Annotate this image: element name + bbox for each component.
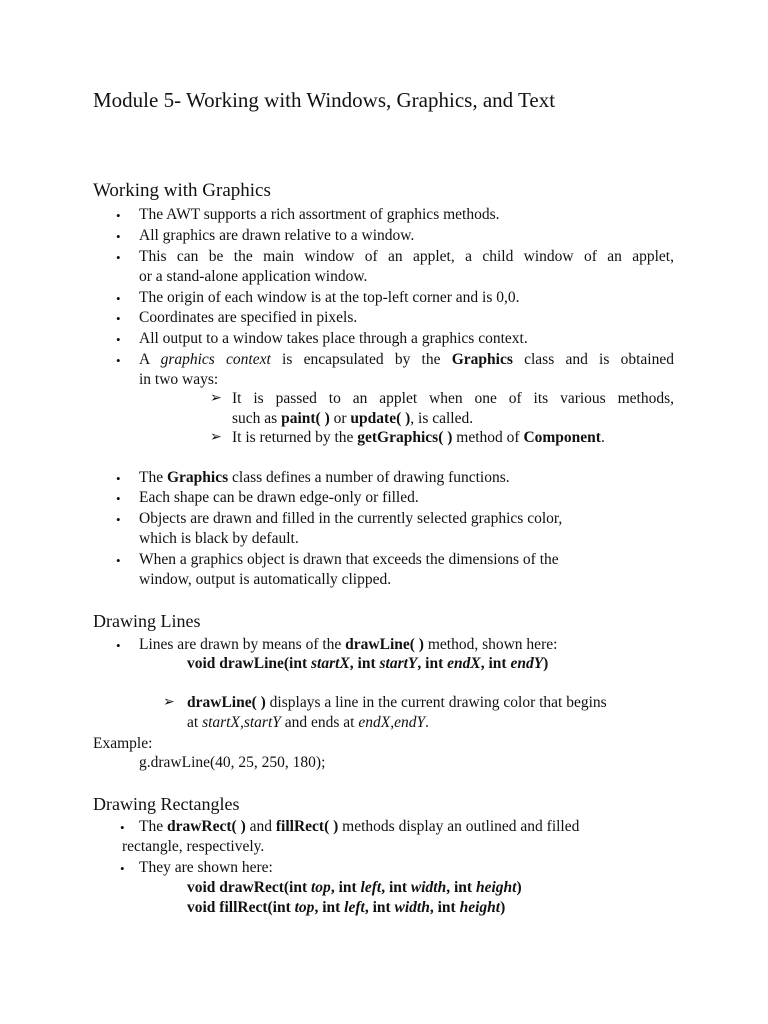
text-run: method of	[452, 429, 524, 446]
text-run: and	[245, 818, 276, 835]
text-run: graphics context	[160, 351, 271, 368]
text-run: endY	[510, 655, 544, 672]
sub-list-item: It is passed to an applet when one of its various methods,	[232, 390, 674, 407]
text-run: The	[139, 469, 167, 486]
text-run: width	[394, 899, 430, 916]
text-run: or	[329, 410, 351, 427]
bullet-icon: •	[116, 229, 121, 244]
bullet-icon: •	[116, 311, 121, 326]
arrow-bullet-icon: ➢	[210, 391, 222, 406]
bullet-icon: •	[116, 638, 121, 653]
text-run: It is returned by the	[232, 429, 358, 446]
text-run: drawLine( )	[187, 694, 266, 711]
bullet-icon: •	[116, 291, 121, 306]
text-run: such as	[232, 410, 282, 427]
text-run: update( )	[350, 410, 411, 427]
text-run: , int	[417, 655, 448, 672]
list-item: All output to a window takes place through a graphics context.	[139, 330, 528, 347]
text-run: startX	[311, 655, 350, 672]
text-run: A	[139, 351, 161, 368]
page-title: Module 5- Working with Windows, Graphics, and Text	[93, 88, 556, 112]
text-run: , int	[381, 879, 411, 896]
bullet-icon: •	[116, 353, 121, 368]
list-item	[139, 468, 510, 488]
section-heading-lines: Drawing Lines	[93, 611, 201, 631]
arrow-bullet-icon: ➢	[163, 695, 175, 710]
list-item: The origin of each window is at the top-left corner and is 0,0.	[139, 289, 520, 306]
bullet-icon: •	[116, 332, 121, 347]
example-label: Example:	[93, 735, 153, 752]
method-signature	[187, 898, 505, 918]
text-run: .	[425, 714, 429, 731]
text-run: endX,endY	[358, 714, 426, 731]
text-run: startX,startY	[202, 714, 281, 731]
bullet-icon: •	[116, 250, 121, 265]
bullet-icon: •	[116, 471, 121, 486]
list-item	[139, 350, 674, 370]
text-run: void fillRect(int	[187, 899, 295, 916]
text-run: )	[543, 655, 549, 672]
list-item-continuation: or a stand-alone application window.	[139, 268, 368, 285]
text-run: Graphics	[451, 351, 513, 368]
text-run: left	[344, 899, 365, 916]
text-run: Graphics	[166, 469, 229, 486]
text-run: .	[600, 429, 605, 446]
bullet-icon: •	[120, 820, 125, 835]
sub-list-item-continuation	[187, 713, 429, 733]
list-item: Objects are drawn and filled in the currently selected graphics color,	[139, 510, 563, 527]
text-run: , int	[446, 879, 476, 896]
text-run: The	[139, 818, 167, 835]
sub-list-item-continuation	[232, 409, 473, 429]
list-item: They are shown here:	[139, 859, 273, 876]
text-run: , int	[330, 879, 361, 896]
list-item	[139, 635, 557, 655]
text-run: , int	[314, 899, 345, 916]
list-item: Coordinates are specified in pixels.	[139, 309, 358, 326]
list-item-continuation: rectangle, respectively.	[122, 838, 265, 855]
text-run: fillRect( )	[275, 818, 339, 835]
text-run: getGraphics( )	[357, 429, 453, 446]
bullet-icon: •	[116, 208, 121, 223]
text-run: height	[475, 879, 517, 896]
text-run: , int	[349, 655, 380, 672]
text-run: and ends at	[280, 714, 359, 731]
bullet-icon: •	[120, 861, 125, 876]
text-run: top	[294, 899, 315, 916]
section-heading-rectangles: Drawing Rectangles	[93, 794, 240, 814]
text-run: paint( )	[281, 410, 330, 427]
method-signature	[187, 654, 548, 674]
text-run: methods display an outlined and filled	[338, 818, 580, 835]
list-item-continuation: window, output is automatically clipped.	[139, 571, 392, 588]
bullet-icon: •	[116, 512, 121, 527]
text-run: top	[311, 879, 331, 896]
list-item: When a graphics object is drawn that exceeds the dimensions of the	[139, 551, 559, 568]
example-code: g.drawLine(40, 25, 250, 180);	[139, 754, 326, 771]
text-run: , int	[480, 655, 511, 672]
text-run: endX	[447, 655, 481, 672]
list-item-continuation: which is black by default.	[139, 530, 299, 547]
text-run: startY	[379, 655, 418, 672]
text-run: left	[360, 879, 382, 896]
text-run: class and is obtained	[512, 351, 674, 368]
list-item	[139, 817, 579, 837]
text-run: width	[410, 879, 447, 896]
list-item: The AWT supports a rich assortment of graphics methods.	[139, 206, 500, 223]
text-run: void drawRect(int	[187, 879, 311, 896]
text-run: height	[459, 899, 501, 916]
method-signature	[187, 878, 522, 898]
text-run: is encapsulated by the	[270, 351, 452, 368]
text-run: Lines are drawn by means of the	[139, 636, 346, 653]
text-run: class defines a number of drawing functions.	[228, 469, 510, 486]
text-run: Component	[523, 429, 601, 446]
text-run: drawLine( )	[345, 636, 424, 653]
bullet-icon: •	[116, 553, 121, 568]
list-item: All graphics are drawn relative to a window.	[139, 227, 415, 244]
sub-list-item	[232, 428, 605, 448]
text-run: at	[187, 714, 203, 731]
list-item-continuation: in two ways:	[139, 371, 219, 388]
text-run: , int	[429, 899, 460, 916]
bullet-icon: •	[116, 491, 121, 506]
text-run: method, shown here:	[423, 636, 558, 653]
text-run: void drawLine(int	[187, 655, 312, 672]
text-run: displays a line in the current drawing color that begins	[265, 694, 607, 711]
list-item: This can be the main window of an applet, a child window of an applet,	[139, 248, 674, 265]
text-run: drawRect( )	[166, 818, 246, 835]
arrow-bullet-icon: ➢	[210, 430, 222, 445]
text-run: , int	[364, 899, 395, 916]
list-item: Each shape can be drawn edge-only or filled.	[139, 489, 419, 506]
text-run: , is called.	[410, 410, 474, 427]
text-run: )	[500, 899, 506, 916]
text-run: )	[516, 879, 522, 896]
section-heading-graphics: Working with Graphics	[93, 180, 271, 201]
sub-list-item	[187, 693, 607, 713]
